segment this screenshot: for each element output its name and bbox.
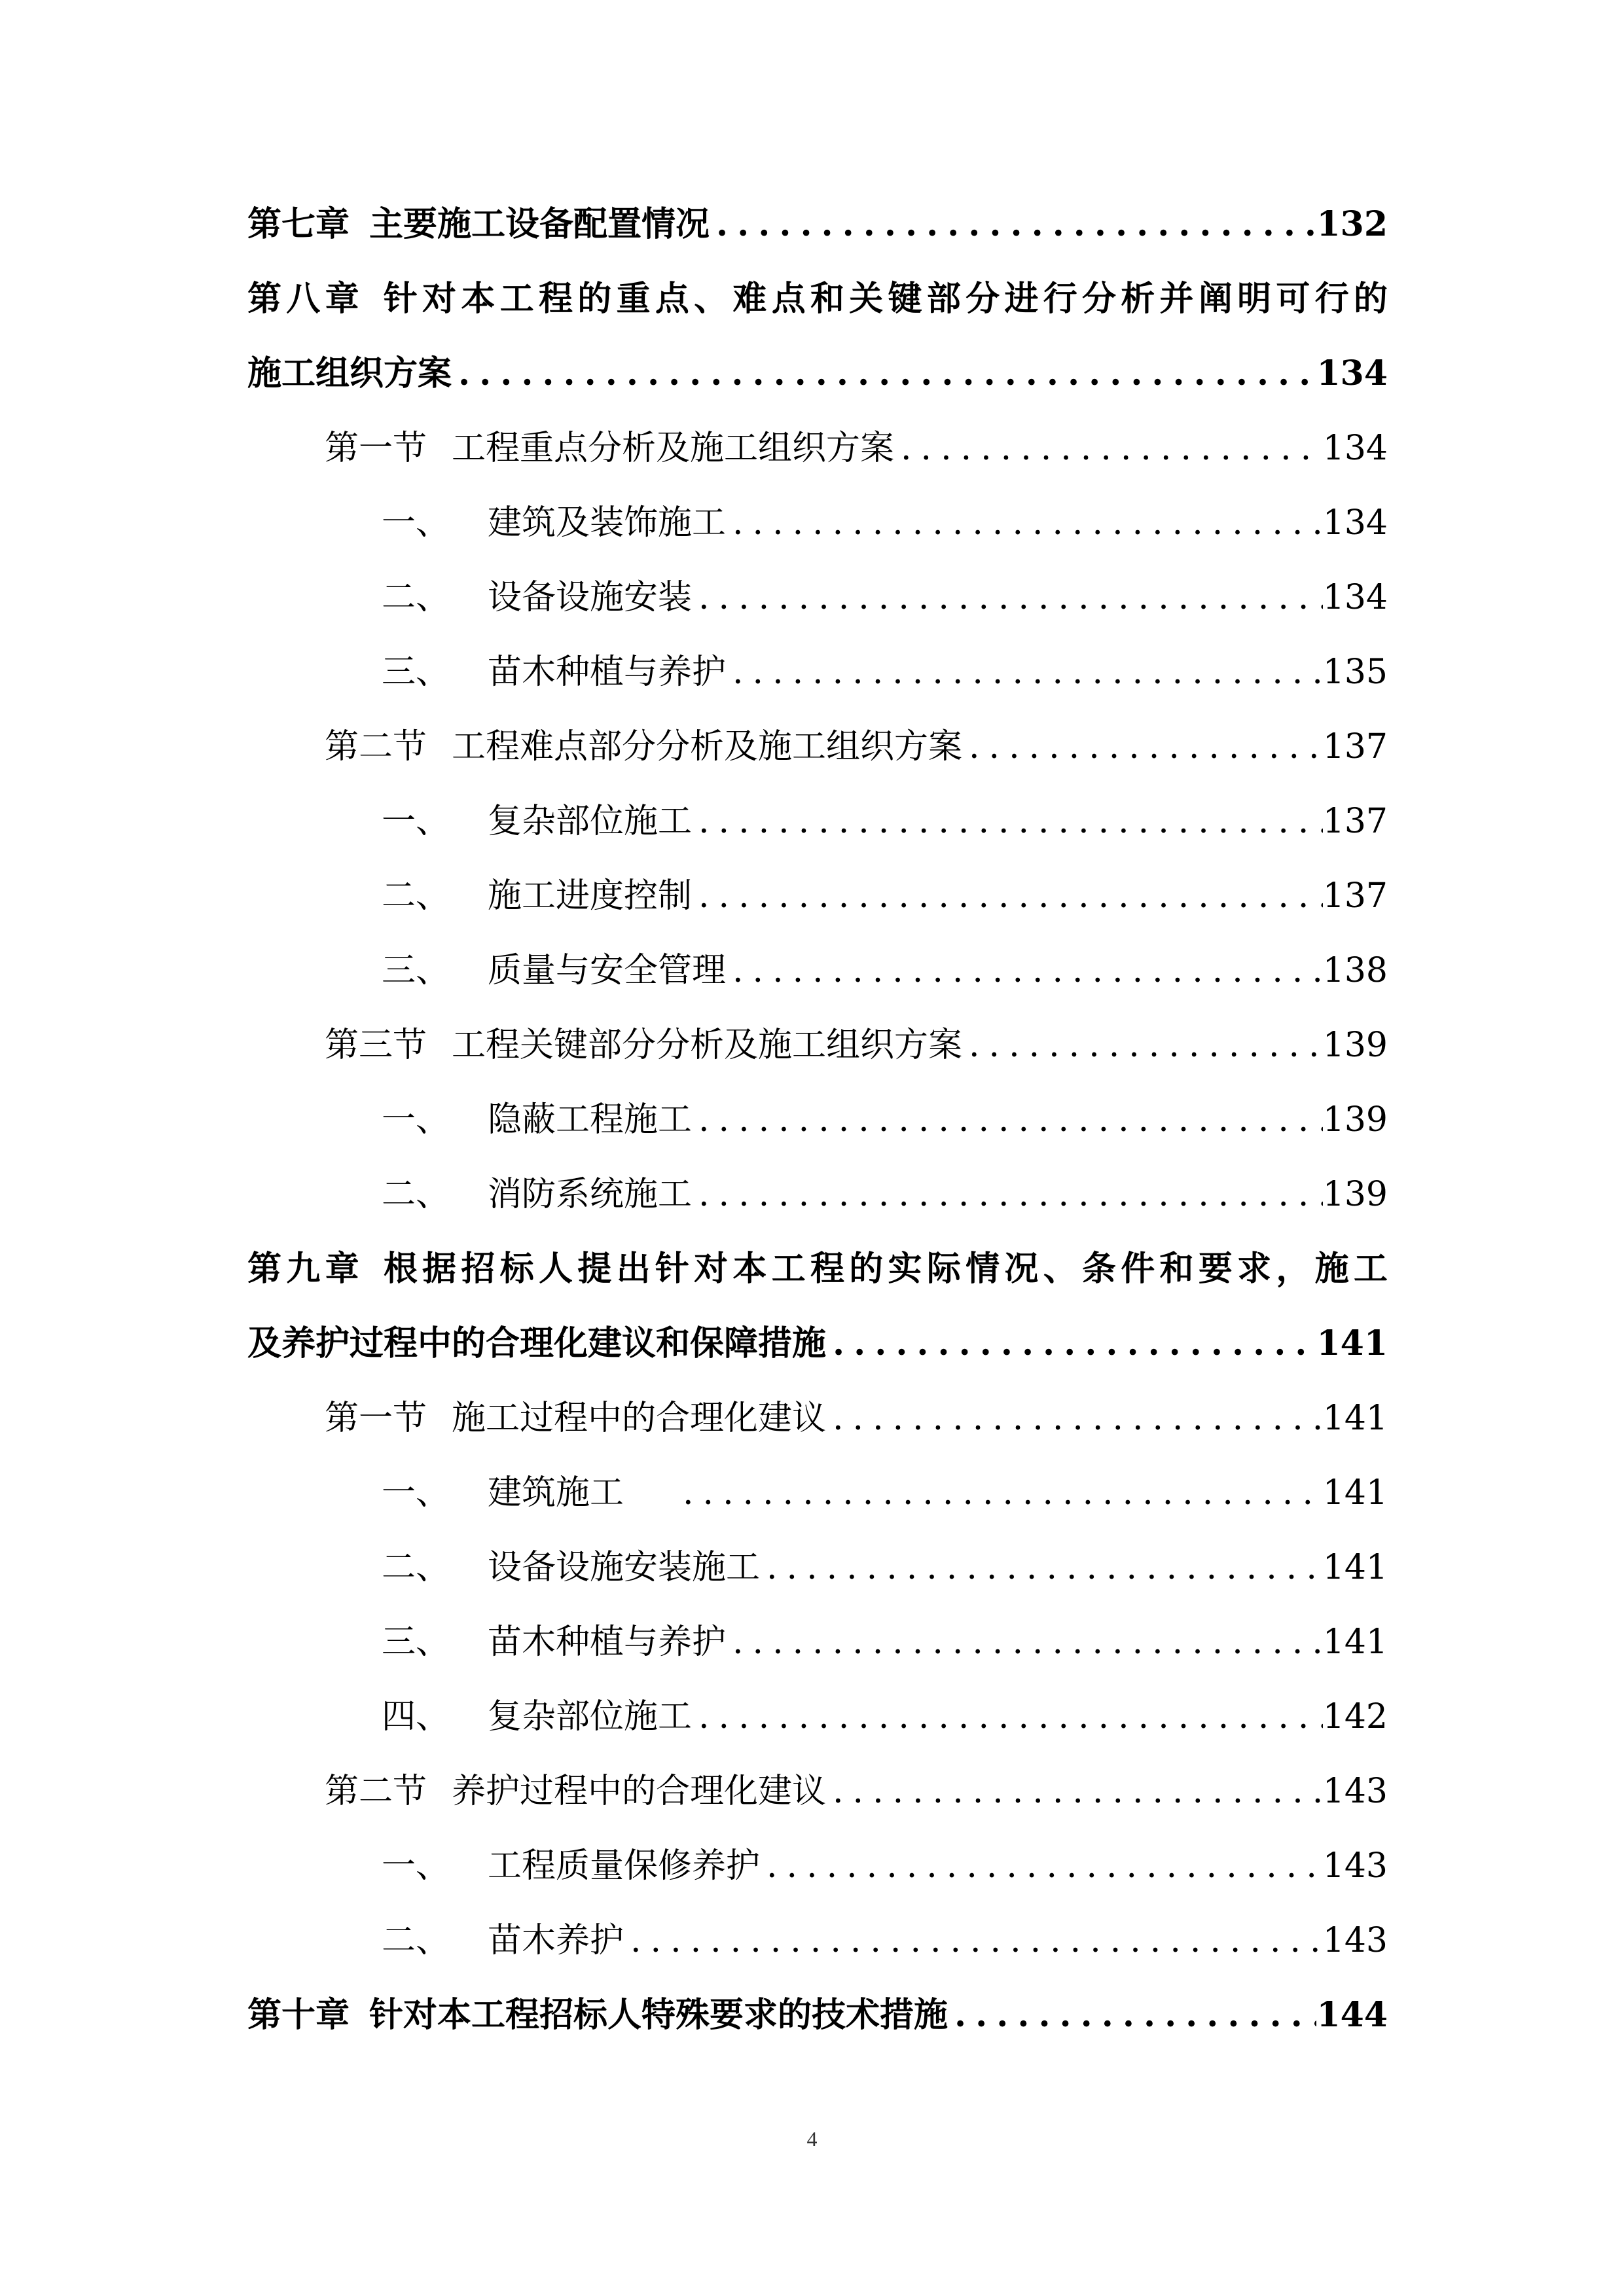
page-number: 141 [1322, 1623, 1388, 1662]
item-number: 一、 [382, 1846, 450, 1886]
item-title: 质量与安全管理 [488, 951, 727, 990]
item-number: 一、 [382, 1100, 450, 1139]
page-number: 143 [1322, 1921, 1388, 1960]
toc-entry-chapter-7[interactable] [247, 187, 1388, 262]
item-title: 苗木种植与养护 [488, 1623, 727, 1662]
page-number: 134 [1322, 429, 1388, 468]
item-title: 建筑及装饰施工 [488, 503, 727, 543]
toc-entry-item[interactable] [247, 1605, 1388, 1679]
section-title: 工程重点分析及施工组织方案 [452, 429, 895, 468]
item-title: 隐蔽工程施工 [488, 1100, 693, 1139]
chapter-title: 针对本工程招标人特殊要求的技术措施 [369, 1995, 948, 2035]
dot-leader [692, 859, 1323, 933]
dot-leader [760, 1530, 1323, 1605]
page-number: 134 [1322, 503, 1388, 543]
item-number: 二、 [382, 1175, 450, 1214]
item-title: 工程质量保修养护 [488, 1846, 761, 1886]
toc-entry-item[interactable] [247, 560, 1388, 635]
toc-entry-ch8-section-2[interactable] [247, 709, 1388, 784]
item-title: 消防系统施工 [488, 1175, 693, 1214]
dot-leader [710, 187, 1316, 262]
toc-entry-item[interactable] [247, 1083, 1388, 1157]
dot-leader [692, 1083, 1323, 1157]
toc-entry-chapter-8-line1[interactable] [247, 262, 1388, 336]
page-number: 141 [1322, 1473, 1388, 1513]
dot-leader [948, 1978, 1316, 2053]
item-title: 建筑施工 [488, 1473, 624, 1513]
item-number: 三、 [382, 653, 450, 692]
item-number: 二、 [382, 876, 450, 916]
page-number: 139 [1322, 1026, 1388, 1065]
item-number: 二、 [382, 1921, 450, 1960]
toc-entry-chapter-8-line2[interactable] [247, 336, 1388, 411]
chapter-number: 第九章 [247, 1249, 364, 1289]
item-number: 四、 [382, 1697, 450, 1736]
chapter-number: 第十章 [247, 1995, 350, 2035]
page-number: 134 [1322, 578, 1388, 617]
dot-leader [726, 486, 1323, 560]
toc-entry-ch9-section-2[interactable] [247, 1754, 1388, 1829]
section-title: 施工过程中的合理化建议 [452, 1399, 827, 1438]
chapter-title-line1: 针对本工程的重点、难点和关键部分进行分析并阐明可行的 [383, 279, 1388, 319]
dot-leader [962, 709, 1323, 784]
section-number: 第二节 [325, 1772, 427, 1811]
toc-entry-item[interactable] [247, 635, 1388, 709]
toc-entry-item[interactable] [247, 1679, 1388, 1754]
toc-entry-ch8-section-1[interactable] [247, 411, 1388, 486]
item-title: 苗木养护 [488, 1921, 624, 1960]
page-number: 137 [1322, 876, 1388, 916]
dot-leader [692, 1157, 1323, 1232]
section-title: 工程难点部分分析及施工组织方案 [452, 727, 963, 766]
item-number: 二、 [382, 578, 450, 617]
dot-leader [894, 411, 1323, 486]
page-number: 141 [1322, 1399, 1388, 1438]
toc-entry-item[interactable] [247, 1456, 1388, 1530]
section-number: 第三节 [325, 1026, 427, 1065]
dot-leader [676, 1456, 1323, 1530]
toc-entry-ch8-section-3[interactable] [247, 1008, 1388, 1083]
dot-leader [452, 336, 1316, 411]
chapter-title-line2: 施工组织方案 [247, 353, 452, 393]
item-title: 苗木种植与养护 [488, 653, 727, 692]
page-number: 141 [1322, 1548, 1388, 1587]
toc-entry-item[interactable] [247, 933, 1388, 1008]
dot-leader [962, 1008, 1323, 1083]
toc-entry-item[interactable] [247, 486, 1388, 560]
section-number: 第一节 [325, 429, 427, 468]
chapter-title: 主要施工设备配置情况 [369, 204, 710, 244]
page-number: 134 [1316, 353, 1388, 393]
toc-entry-item[interactable] [247, 1157, 1388, 1232]
page-number: 137 [1322, 802, 1388, 841]
item-title: 设备设施安装施工 [488, 1548, 761, 1587]
page-number: 137 [1322, 727, 1388, 766]
dot-leader [726, 933, 1323, 1008]
page-footer-number: 4 [806, 2127, 818, 2151]
chapter-number: 第八章 [247, 279, 364, 319]
dot-leader [624, 1903, 1323, 1978]
section-title: 工程关键部分分析及施工组织方案 [452, 1026, 963, 1065]
page-number: 143 [1322, 1846, 1388, 1886]
item-number: 一、 [382, 503, 450, 543]
toc-entry-chapter-9-line2[interactable] [247, 1306, 1388, 1381]
toc-entry-item[interactable] [247, 859, 1388, 933]
item-number: 三、 [382, 951, 450, 990]
section-number: 第二节 [325, 727, 427, 766]
dot-leader [826, 1306, 1316, 1381]
item-title: 复杂部位施工 [488, 1697, 693, 1736]
dot-leader [826, 1754, 1323, 1829]
page-number: 132 [1316, 204, 1388, 244]
item-title: 施工进度控制 [488, 876, 693, 916]
toc-entry-item[interactable] [247, 1903, 1388, 1978]
item-number: 一、 [382, 1473, 450, 1513]
toc-entry-item[interactable] [247, 1530, 1388, 1605]
toc-entry-chapter-10[interactable] [247, 1978, 1388, 2053]
section-title: 养护过程中的合理化建议 [452, 1772, 827, 1811]
item-number: 二、 [382, 1548, 450, 1587]
chapter-title-line2: 及养护过程中的合理化建议和保障措施 [247, 1323, 827, 1363]
page-number: 138 [1322, 951, 1388, 990]
item-title: 设备设施安装 [488, 578, 693, 617]
toc-entry-ch9-section-1[interactable] [247, 1381, 1388, 1456]
section-number: 第一节 [325, 1399, 427, 1438]
page-number: 142 [1322, 1697, 1388, 1736]
page-number: 139 [1322, 1100, 1388, 1139]
dot-leader [826, 1381, 1323, 1456]
item-title: 复杂部位施工 [488, 802, 693, 841]
toc-entry-item[interactable] [247, 784, 1388, 859]
item-number: 一、 [382, 802, 450, 841]
toc-entry-item[interactable] [247, 1829, 1388, 1903]
dot-leader [760, 1829, 1323, 1903]
dot-leader [692, 1679, 1323, 1754]
page-number: 139 [1322, 1175, 1388, 1214]
page-number: 143 [1322, 1772, 1388, 1811]
dot-leader [726, 635, 1323, 709]
dot-leader [692, 784, 1323, 859]
page-number: 135 [1322, 653, 1388, 692]
item-number: 三、 [382, 1623, 450, 1662]
table-of-contents [247, 187, 1388, 2053]
toc-entry-chapter-9-line1[interactable] [247, 1232, 1388, 1306]
page-number: 144 [1316, 1995, 1388, 2035]
chapter-number: 第七章 [247, 204, 350, 244]
chapter-title-line1: 根据招标人提出针对本工程的实际情况、条件和要求，施工 [383, 1249, 1388, 1289]
dot-leader [692, 560, 1323, 635]
dot-leader [726, 1605, 1323, 1679]
page-number: 141 [1316, 1323, 1388, 1363]
